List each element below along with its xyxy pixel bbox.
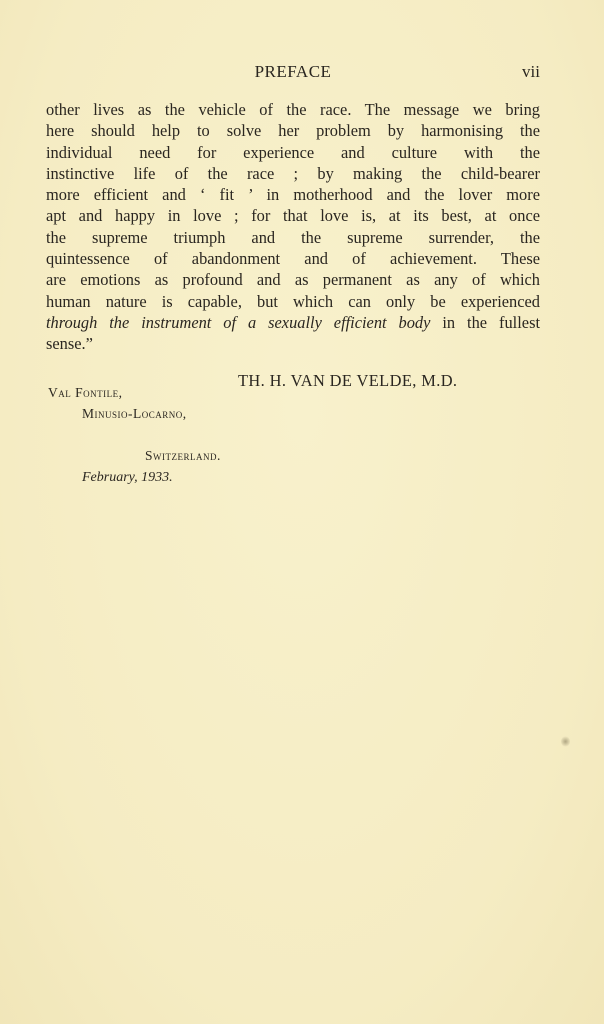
text-line-9: are emotions as profound and as permanent as any of which (46, 270, 540, 290)
text-line-12: sense.” (46, 334, 93, 354)
italic-phrase: through the instrument of a sexually efficient body (46, 312, 431, 332)
preface-date: February, 1933. (82, 470, 173, 485)
text-line-6: apt and happy in love ; for that love is, at its best, at once (46, 206, 540, 226)
page-number: vii (522, 62, 540, 81)
text-line-5: more efficient and ‘ fit ’ in motherhood and the lover more (46, 185, 540, 205)
text-line-11-tail: in the fullest (430, 312, 541, 332)
text-line-3: individual need for experience and culture with the (46, 142, 540, 162)
text-line-2: here should help to solve her problem by harmonising the (46, 121, 540, 141)
running-head (46, 62, 540, 86)
text-line-4: instinctive life of the race ; by making the child-bearer (46, 163, 540, 183)
text-line-8: quintessence of abandonment and of achievement. These (46, 249, 540, 269)
preface-body (46, 99, 540, 355)
address-line-1: Val Fontile, (48, 385, 123, 400)
text-line-1: other lives as the vehicle of the race. The message we bring (46, 100, 540, 119)
running-title: PREFACE (254, 62, 332, 81)
author-signature: TH. H. VAN DE VELDE, M.D. (238, 371, 458, 390)
text-line-11 (46, 312, 540, 333)
text-line-7: the supreme triumph and the supreme surrender, the (46, 227, 540, 247)
text-line-10: human nature is capable, but which can only be experienced (46, 291, 540, 311)
address-line-2: Minusio-Locarno, (82, 406, 187, 421)
address-line-3: Switzerland. (145, 448, 221, 463)
paper-smudge (561, 736, 570, 747)
